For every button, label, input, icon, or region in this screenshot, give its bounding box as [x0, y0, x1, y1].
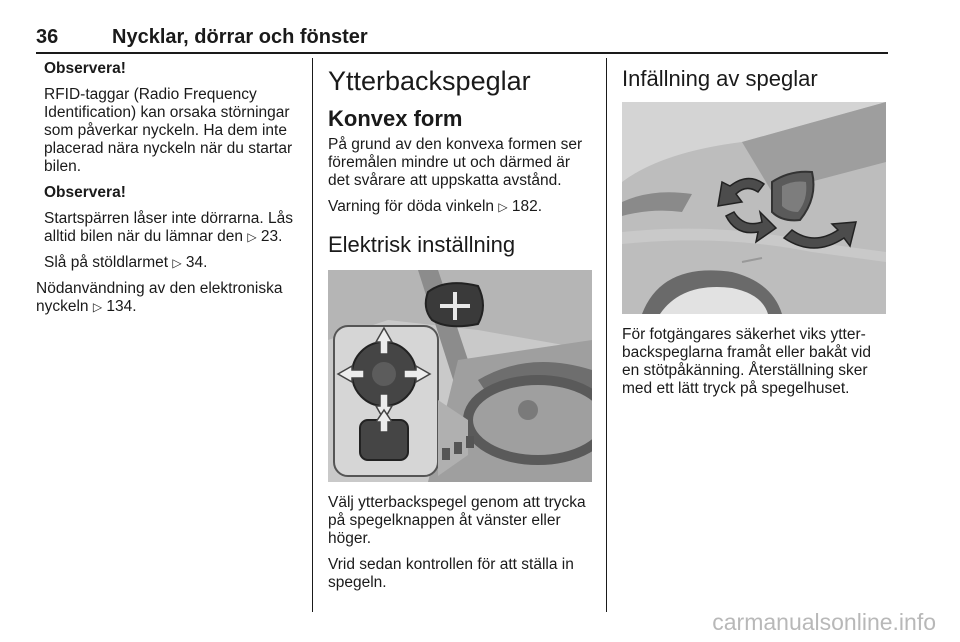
mirror-control-image	[328, 270, 592, 482]
mirror-folding-illustration	[622, 102, 886, 314]
folding-paragraph: För fotgängares säkerhet viks ytter-backspeglarna framåt eller bakåt vid en stötpåkänning. Återställning sker med ett lätt tryck på spegelhuset.	[622, 326, 871, 397]
watermark: carmanualsonline.info	[712, 609, 936, 635]
page-reference-link[interactable]: 182.	[511, 198, 543, 215]
column-1	[36, 60, 302, 324]
section-title-folding-mirrors: Infällning av speglar	[622, 66, 818, 91]
page-number: 36	[36, 26, 59, 48]
page-reference-link[interactable]: 134.	[106, 298, 137, 315]
page-reference-link[interactable]: 34.	[185, 254, 208, 271]
note-text-part: Startspärren låser inte dörrarna. Lås alltid bilen när du lämnar den	[44, 210, 293, 245]
adjust-mirror-paragraph: Vrid sedan kontrollen för att ställa in spegeln.	[328, 556, 574, 591]
reference-arrow-icon: ▷	[172, 256, 182, 270]
note-title: Observera!	[44, 60, 126, 77]
column-2	[328, 60, 594, 600]
blind-spot-paragraph	[328, 198, 594, 216]
select-mirror-paragraph: Välj ytterbackspegel genom att trycka på spegelknappen åt vänster eller höger.	[328, 494, 586, 547]
header-rule	[36, 52, 888, 54]
subsection-title-convex: Konvex form	[328, 106, 463, 131]
note-text	[44, 210, 302, 246]
emergency-operation-paragraph	[36, 280, 302, 316]
column-divider	[312, 58, 313, 612]
note-rfid	[36, 60, 302, 176]
mirror-folding-image	[622, 102, 886, 314]
page-header	[36, 26, 888, 52]
note-text: RFID-taggar (Radio Frequency Identification) kan orsaka störningar som påverkar nyckeln. Ha dem inte placerad nära nyckeln när du startar bilen.	[44, 86, 293, 175]
page-reference-link[interactable]: 23.	[260, 228, 283, 245]
paragraph-text: Nödanvändning av den elektroniska nyckeln	[36, 280, 283, 315]
subsection-title-electric-adjustment: Elektrisk inställning	[328, 232, 516, 257]
note-text-part: Slå på stöldlarmet	[44, 254, 173, 271]
paragraph-text: Varning för döda vinkeln	[328, 198, 499, 215]
reference-arrow-icon: ▷	[247, 230, 257, 244]
chapter-title: Nycklar, dörrar och fönster	[112, 26, 368, 48]
note-immobilizer	[36, 184, 302, 272]
reference-arrow-icon: ▷	[498, 200, 508, 214]
note-text	[44, 254, 302, 272]
reference-arrow-icon: ▷	[92, 300, 103, 314]
section-title-exterior-mirrors: Ytterbackspeglar	[328, 66, 531, 96]
column-divider	[606, 58, 607, 612]
column-3	[622, 60, 888, 406]
note-title: Observera!	[44, 184, 126, 201]
convex-paragraph: På grund av den konvexa formen ser föremålen mindre ut och därmed är det svårare att uppskatta avstånd.	[328, 136, 583, 189]
mirror-control-illustration	[328, 270, 592, 482]
